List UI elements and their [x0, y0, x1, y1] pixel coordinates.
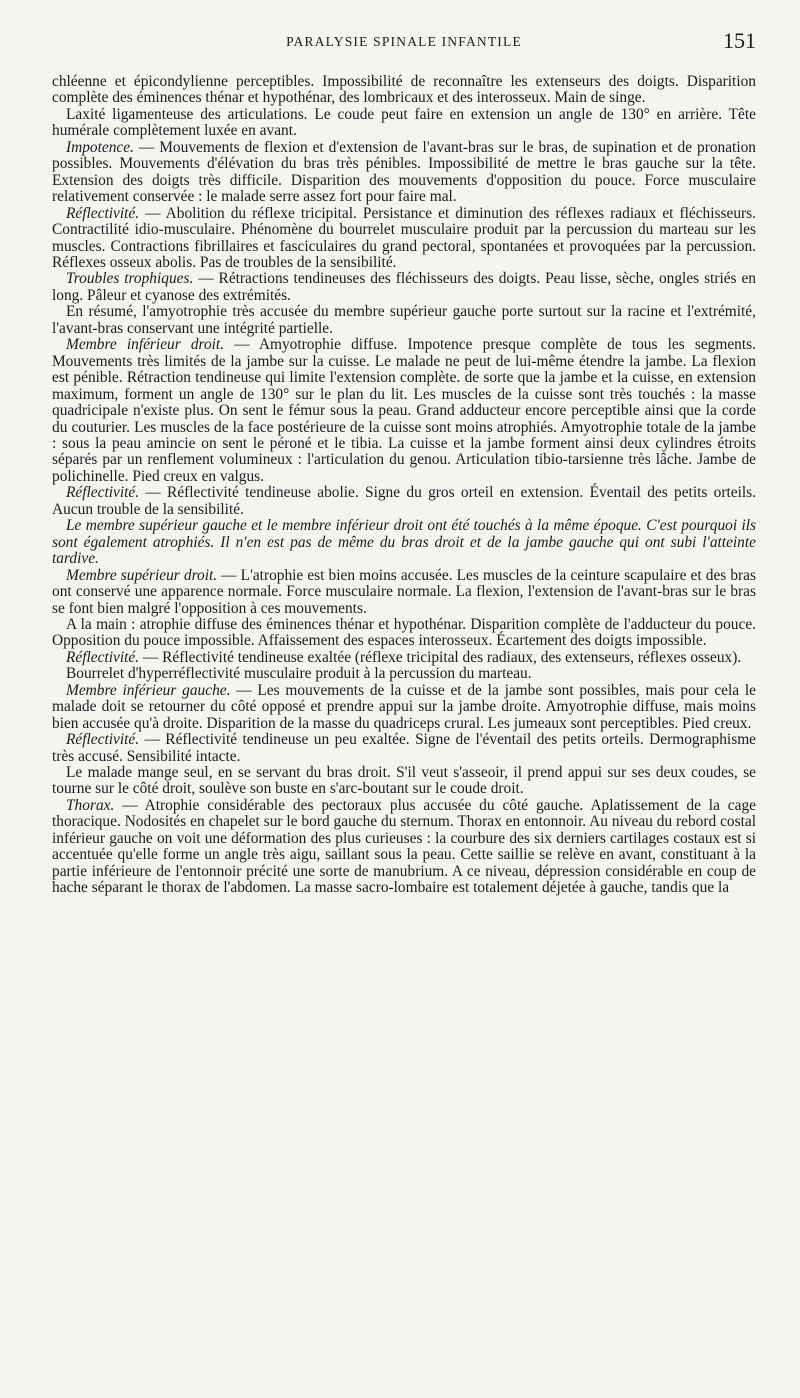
paragraph-lead: Réflectivité.	[66, 204, 140, 222]
paragraph	[52, 732, 756, 765]
paragraph	[52, 206, 756, 272]
paragraph-text: — Les mouvements de la cuisse et de la jambe sont possibles, mais pour cela le malade doit se retourner du côté opposé et prendre appui sur la jambe droite. Amyotrophie diffuse, mais moins bien accusée qu'à droite. Disparition de la masse du quadriceps crural. Les jumeaux sont perceptibles. Pied creux.	[52, 681, 756, 732]
paragraph-lead: Impotence.	[66, 138, 134, 156]
paragraph-lead: Réflectivité.	[66, 731, 140, 749]
paragraph-text: Le malade mange seul, en se servant du bras droit. S'il veut s'asseoir, il prend appui sur ses deux coudes, se tourne sur le côté droit, soulève son buste en s'arc-boutant sur le coude droit.	[52, 764, 756, 798]
paragraph-text: chléenne et épicondylienne perceptibles. Impossibilité de reconnaître les extenseurs des doigts. Disparition complète des éminences thénar et hypothénar, des lombricaux et des interosseux. Main de singe.	[52, 73, 756, 107]
italic-paragraph	[52, 518, 756, 567]
paragraph-lead: Membre inférieur droit.	[66, 336, 225, 354]
paragraph-lead: Thorax.	[66, 796, 115, 814]
paragraph-text: — Réflectivité tendineuse exaltée (réflexe tricipital des radiaux, des extenseurs, réflexes osseux).	[139, 648, 742, 666]
paragraph-text: Le membre supérieur gauche et le membre inférieur droit ont été touchés à la même époque. C'est pourquoi ils sont également atrophiés. Il n'en est pas de même du bras droit et de la jambe gauche qui ont subi l'atteinte tardive.	[52, 517, 756, 568]
paragraph	[52, 617, 756, 650]
paragraph-text: — Amyotrophie diffuse. Impotence presque complète de tous les segments. Mouvements très limités de la jambe sur la cuisse. Le malade ne peut de lui-même étendre la jambe. La flexion est pénible. Rétraction tendineuse qui limite l'extension complète. de sorte que la jambe et la cuisse, en extension maximum, forment un angle de 130° sur le plan du lit. Les muscles de la cuisse sont très touchés : la masse quadricipale n'existe plus. On sent le fémur sous la peau. Grand adducteur encore perceptible ainsi que la corde du couturier. Les muscles de la face postérieure de la cuisse sont moins atrophiés. Amyotrophie totale de la jambe : sous la peau amincie on sent le péroné et le tibia. La cuisse et la jambe forment ainsi deux cylindres étroits séparés par un renflement volumineux : l'articulation du genou. Articulation tibio-tarsienne très lâche. Jambe de polichinelle. Pied creux en valgus.	[52, 336, 756, 485]
paragraph	[52, 337, 756, 485]
paragraph	[52, 304, 756, 337]
paragraph	[52, 568, 756, 617]
paragraph-lead: Réflectivité.	[66, 484, 140, 502]
paragraph-text: En résumé, l'amyotrophie très accusée du membre supérieur gauche porte surtout sur la racine et l'extrémité, l'avant-bras conservant une intégrité partielle.	[52, 303, 756, 337]
paragraph-text: — Rétractions tendineuses des fléchisseurs des doigts. Peau lisse, sèche, ongles striés en long. Pâleur et cyanose des extrémités.	[52, 270, 756, 304]
paragraph-lead: Réflectivité.	[66, 648, 140, 666]
paragraph	[52, 650, 756, 666]
paragraph-lead: Troubles trophiques.	[66, 270, 194, 288]
paragraph	[52, 107, 756, 140]
paragraph	[52, 74, 756, 107]
paragraph-text: — Mouvements de flexion et d'extension de l'avant-bras sur le bras, de supination et de pronation possibles. Mouvements d'élévation du bras très pénibles. Impossibilité de mettre le bras gauche sur la tête. Extension des doigts très difficile. Disparition des mouvements d'opposition du pouce. Force musculaire relativement conservée : le malade serre assez fort pour faire mal.	[52, 138, 756, 206]
page-number: 151	[723, 28, 756, 53]
paragraph-text: Bourrelet d'hyperréflectivité musculaire produit à la percussion du marteau.	[66, 665, 532, 683]
paragraph	[52, 485, 756, 518]
paragraph	[52, 140, 756, 206]
paragraph-text: A la main : atrophie diffuse des éminences thénar et hypothénar. Disparition complète de l'adducteur du pouce. Opposition du pouce impossible. Affaissement des espaces interosseux. Écartement des doigts impossible.	[52, 615, 756, 650]
paragraph-lead: Membre inférieur gauche.	[66, 681, 231, 699]
running-header	[52, 28, 756, 74]
paragraph	[52, 683, 756, 732]
paragraph-text: — L'atrophie est bien moins accusée. Les muscles de la ceinture scapulaire et des bras ont conservé une apparence normale. Force musculaire normale. La flexion, l'extension de l'avant-bras sur le bras se font bien malgré l'opposition à ces mouvements.	[52, 566, 756, 617]
paragraph-text: — Réflectivité tendineuse abolie. Signe du gros orteil en extension. Éventail des petits orteils. Aucun trouble de la sensibilité.	[52, 484, 756, 518]
paragraph	[52, 798, 756, 897]
paragraph-text: Laxité ligamenteuse des articulations. Le coude peut faire en extension un angle de 130° en arrière. Tête humérale complètement luxée en avant.	[52, 105, 756, 140]
paragraph	[52, 666, 756, 682]
paragraph-text: — Atrophie considérable des pectoraux plus accusée du côté gauche. Aplatissement de la cage thoracique. Nodosités en chapelet sur le bord gauche du sternum. Thorax en entonnoir. Au niveau du rebord costal inférieur gauche on voit une déformation des plus curieuses : la courbure des six derniers cartilages costaux est si accentuée qu'elle forme un angle très aigu, saillant sous la peau. Cette saillie se relève en avant, constituant à la partie inférieure de l'entonnoir précité une sorte de manubrium. A ce niveau, dépression considérable en coup de hache séparant le thorax de l'abdomen. La masse sacro-lombaire est totalement déjetée à gauche, tandis que la	[52, 796, 756, 897]
paragraph-lead: Membre supérieur droit.	[66, 566, 218, 584]
paragraph	[52, 765, 756, 798]
paragraph-text: — Réflectivité tendineuse un peu exaltée. Signe de l'éventail des petits orteils. Dermographisme très accusé. Sensibilité intacte.	[52, 731, 756, 765]
body-text	[52, 74, 756, 897]
paragraph	[52, 271, 756, 304]
running-title: PARALYSIE SPINALE INFANTILE	[286, 34, 522, 49]
paragraph-text: — Abolition du réflexe tricipital. Persistance et diminution des réflexes radiaux et fléchisseurs. Contractilité idio-musculaire. Phénomène du bourrelet musculaire produit par la percussion du marteau sur les muscles. Contractions fibrillaires et fasciculaires du grand pectoral, spontanées et provoquées par la percussion. Réflexes osseux abolis. Pas de troubles de la sensibilité.	[52, 204, 756, 271]
